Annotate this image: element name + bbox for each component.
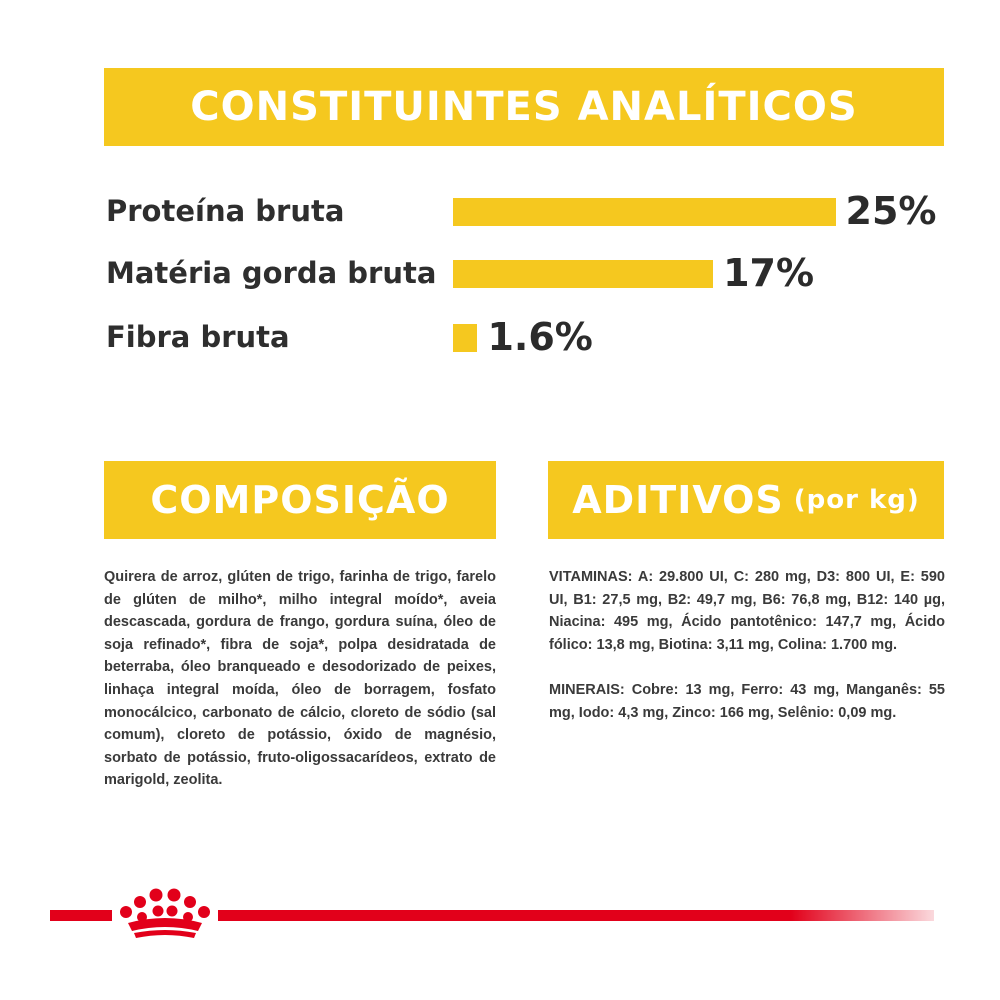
row-value: 17% [723,251,815,295]
footer-line-right [218,910,934,921]
composition-text: Quirera de arroz, glúten de trigo, farinha de trigo, farelo de glúten de milho*, milho integral moído*, aveia descascada, gordura de frango, gordura suína, óleo de soja refinado*, fibra de soja*, polpa desidratada de beterraba, óleo branqueado e desodorizado de peixes, linhaça integral moída, óleo de borragem, fosfato monocálcico, carbonato de cálcio, cloreto de sódio (sal comum), cloreto de potássio, óxido de magnésio, sorbato de potássio, fruto-oligossacarídeos, extrato de marigold, zeolita. [104,569,496,789]
row-label: Matéria gorda bruta [106,256,437,290]
row-value: 1.6% [487,315,593,359]
row-label: Proteína bruta [106,194,345,228]
footer-line-left [50,910,112,921]
value-bar [453,198,836,226]
minerals-text: MINERAIS: Cobre: 13 mg, Ferro: 43 mg, Manganês: 55 mg, Iodo: 4,3 mg, Zinco: 166 mg, Selênio: 0,09 mg. [549,682,945,721]
additives-subtitle: (por kg) [793,485,920,515]
analytics-row-protein [0,181,1000,241]
row-value: 25% [845,189,937,233]
additives-title-banner [548,461,944,539]
row-label: Fibra bruta [106,320,290,354]
composition-title-banner [104,461,496,539]
royal-canin-crown-icon [114,885,216,940]
analytics-title: CONSTITUINTES ANALÍTICOS [190,84,858,130]
additives-title: ADITIVOS [572,478,784,522]
vitamins-text: VITAMINAS: A: 29.800 UI, C: 280 mg, D3: 800 UI, E: 590 UI, B1: 27,5 mg, B2: 49,7 mg, B6: 76,8 mg, B12: 140 µg, Niacina: 495 mg, Ácido pantotênico: 147,7 mg, Ácido fólico: 13,8 mg, Biotina: 3,11 mg, Colina: 1.700 mg. [549,569,945,653]
value-bar [453,324,477,352]
analytics-row-fat [0,243,1000,303]
composition-title: COMPOSIÇÃO [150,478,450,522]
analytics-row-fiber [0,307,1000,367]
value-bar [453,260,713,288]
analytics-title-banner [104,68,944,146]
